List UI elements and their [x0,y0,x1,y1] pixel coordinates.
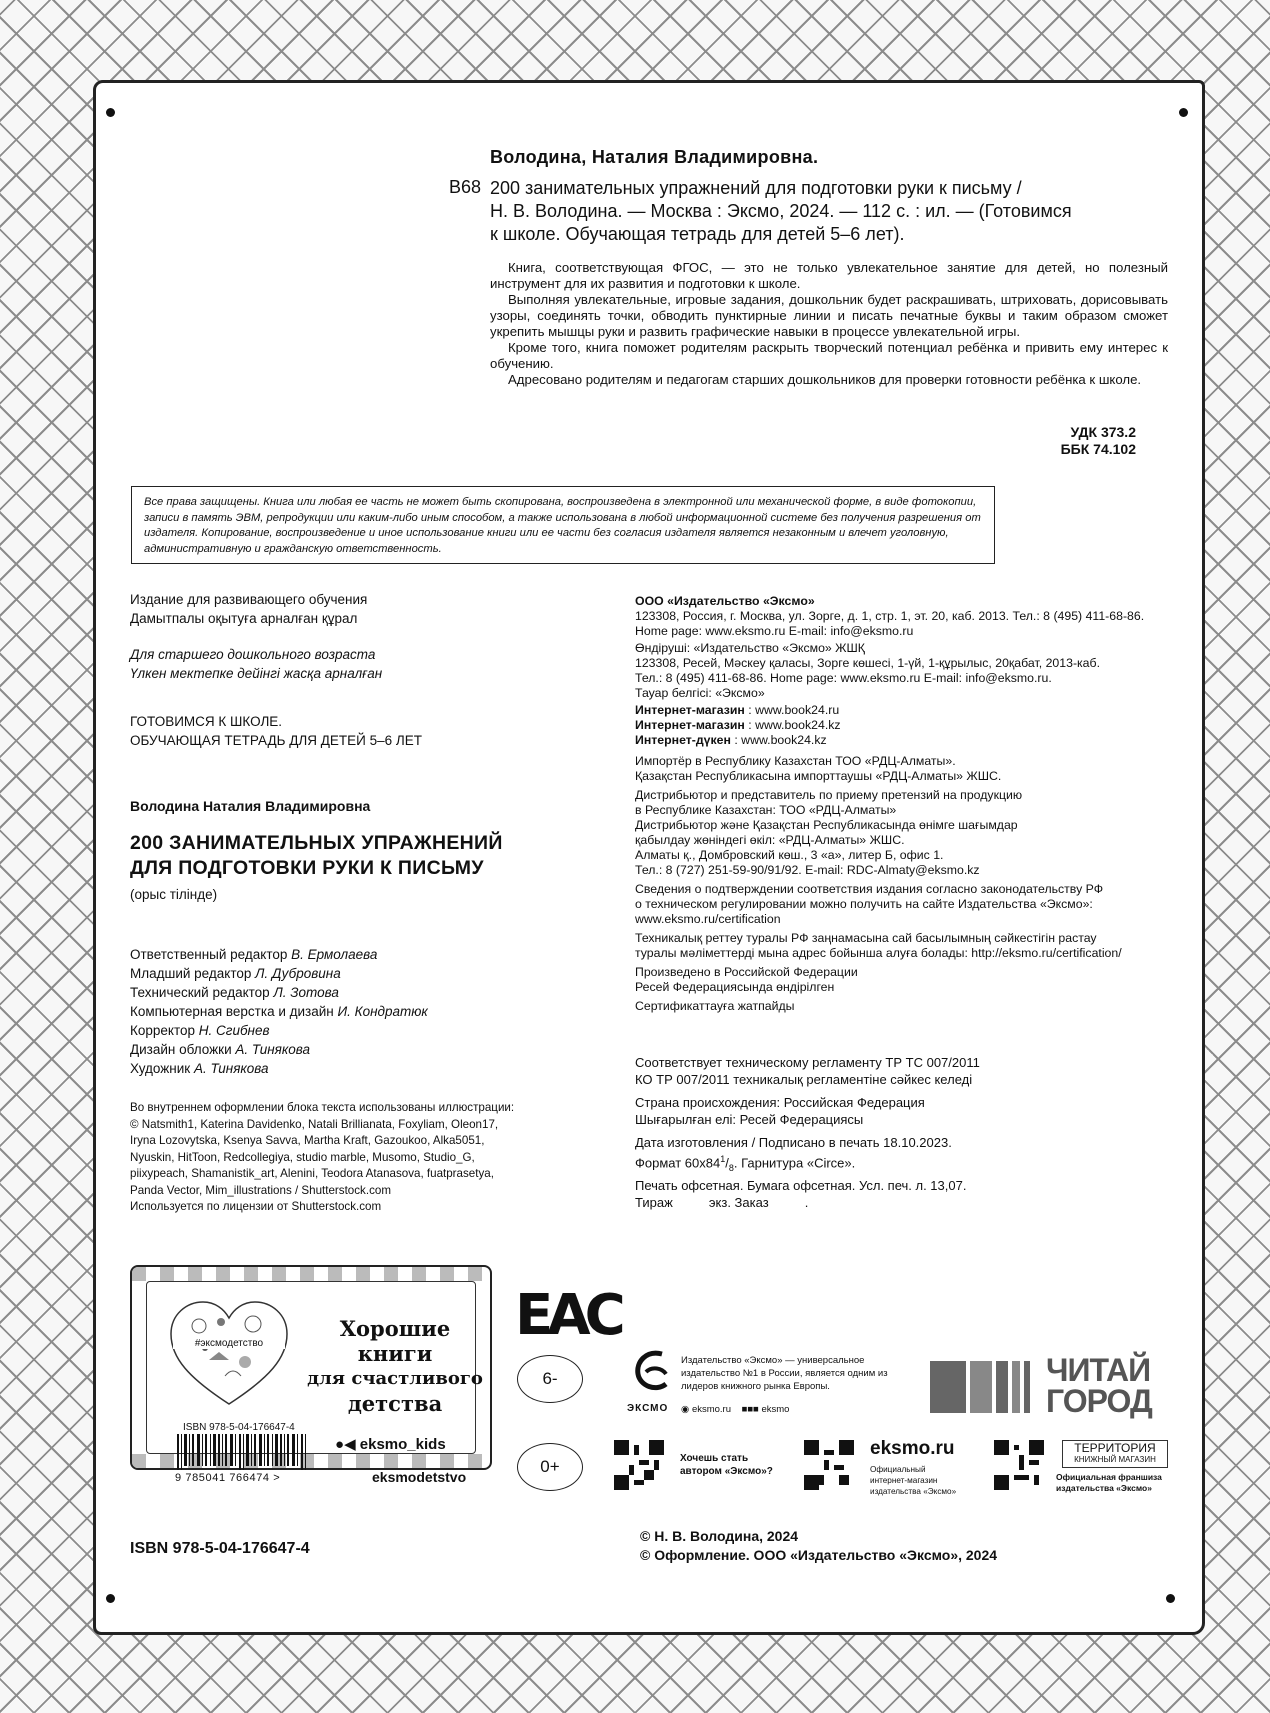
edition-type [130,590,367,628]
stamp-site: eksmodetstvo [372,1469,467,1485]
credit-name: Л. Дубровина [255,966,341,981]
slogan-line: детства [347,1391,443,1416]
book-author: Володина Наталия Владимировна [130,798,371,814]
chitai-line: ГОРОД [1046,1383,1152,1419]
classification-codes [1000,424,1136,458]
credit-row [130,945,428,964]
qr-caption-line: интернет-магазин [870,1476,938,1485]
qr2-caption [870,1464,956,1497]
illustration-credits [130,1100,514,1216]
bib-code: В68 [449,177,482,197]
shop-url: : www.book24.kz [744,718,841,732]
series-line: ГОТОВИМСЯ К ШКОЛЕ. [130,714,283,729]
publisher-line: 123308, Ресей, Мәскеу қаласы, Зорге көшесі, 1-үй, 1-құрылыс, 20қабат, 2013-каб. [635,656,1100,670]
shop-url: : www.book24.kz [730,733,827,747]
ok-icon: ◉ [681,1404,690,1415]
regulation-line: Соответствует техническому регламенту ТР ТС 007/2011 [635,1055,980,1070]
eksmo-logo-icon [632,1348,676,1392]
distributor-line: Дистрибьютор және Қазақстан Республикасында өнімге шағымдар [635,818,1018,832]
publisher-info [635,594,1195,1014]
print-date: Дата изготовления / Подписано в печать 18.10.2023. [635,1135,952,1150]
chitai-gorod-text [1046,1352,1152,1419]
slogan-line: для счастливого [307,1368,483,1389]
produced-line: Ресей Федерациясында өндірілген [635,980,835,994]
illustration-line: Nyuskin, HitToon, Redcollegiya, studio marble, Musomo, Studio_G, [130,1150,475,1164]
territory-logo [1062,1440,1168,1468]
certification-kz-line: Техникалық реттеу туралы РФ заңнамасына сай басылымның сәйкестігін растау [635,931,1097,945]
regulation-block [635,1054,1195,1211]
qr-caption-line: Официальная франшиза [1056,1472,1162,1482]
credit-role: Корректор [130,1023,196,1038]
logo-bar [1012,1361,1020,1413]
distributor-line: Дистрибьютор и представитель по приему претензий на продукцию [635,788,1023,802]
paper-line: Печать офсетная. Бумага офсетная. Усл. печ. л. 13,07. [635,1177,967,1193]
importer-line: Импортёр в Республику Казахстан ТОО «РДЦ-Алматы». [635,754,956,768]
distributor-line: қабылдау жөніндегі өкіл: «РДЦ-Алматы» ЖШС. [635,833,905,847]
series-line: ОБУЧАЮЩАЯ ТЕТРАДЬ ДЛЯ ДЕТЕЙ 5–6 ЛЕТ [130,733,422,748]
shop-row [635,733,1195,748]
social-handle: eksmo_kids [359,1436,446,1453]
pin-dot [1179,108,1188,117]
credit-row [130,1002,428,1021]
credit-row [130,1059,428,1078]
qr1-caption [680,1452,773,1478]
credit-name: В. Ермолаева [291,947,378,962]
illustration-line: Используется по лицензии от Shutterstock.com [130,1200,382,1213]
credit-name: А. Тинякова [193,1061,269,1076]
series [130,712,422,750]
logo-bar [970,1361,992,1413]
copyright [640,1527,997,1565]
telegram-icon: ◀ [344,1436,356,1453]
shop-label: Интернет-дүкен [635,733,731,747]
pin-dot [1166,1594,1175,1603]
eac-mark: ЕАС [515,1283,620,1348]
credit-role: Ответственный редактор [130,947,288,962]
regulation-line: КО ТР 007/2011 техникалық регламентіне сәйкес келеді [635,1072,973,1087]
logo-bar [930,1361,966,1413]
format-num: 1 [720,1154,726,1164]
slogan-line: книги [357,1341,433,1366]
eksmo-label: ЭКСМО [627,1403,669,1414]
age-rating-6: 6- [517,1355,583,1403]
stamp-slogan [305,1316,485,1416]
qr-code-icon[interactable] [614,1440,664,1490]
distributor-line: Алматы қ., Домбровский көш., 3 «а», литер Б, офис 1. [635,848,944,862]
audience-ru: Для старшего дошкольного возраста [130,647,376,662]
publisher-line: Тауар белгісі: «Эксмо» [635,686,765,700]
credit-role: Дизайн обложки [130,1042,232,1057]
credit-role: Технический редактор [130,985,270,1000]
qr-code-icon[interactable] [994,1440,1044,1490]
copyright-line: © Оформление. ООО «Издательство «Эксмо», 2024 [640,1547,998,1563]
qr3-caption [1056,1472,1162,1494]
certification-line: о техническом регулировании можно получить на сайте Издательства «Эксмо»: [635,897,1093,911]
credit-name: А. Тинякова [235,1042,310,1057]
distributor-line: в Республике Казахстан: ТОО «РДЦ-Алматы» [635,803,897,817]
barcode-digits: 9 785041 766474 > [175,1472,281,1484]
slogan-line: Хорошие [339,1316,451,1341]
publisher-line: Өндіруші: «Издательство «Эксмо» ЖШҚ [635,641,865,655]
format-line: Формат $60x84^1/_8$. Гарнитура «Circe». [635,1154,856,1173]
credit-name: И. Кондратюк [337,1004,428,1019]
annotation [490,260,1168,388]
heart-illustration-icon [169,1300,289,1410]
shop-row [635,703,1195,718]
territory-line: ТЕРРИТОРИЯ [1074,1441,1156,1455]
title-line: ДЛЯ ПОДГОТОВКИ РУКИ К ПИСЬМУ [130,857,484,879]
produced-line: Произведено в Российской Федерации [635,965,858,979]
territory-line: КНИЖНЫЙ МАГАЗИН [1074,1455,1156,1464]
certification-line: www.eksmo.ru/certification [635,912,781,926]
annotation-paragraph: Выполняя увлекательные, игровые задания, дошкольник будет раскрашивать, штриховать, дорисовывать узоры, соединять точки, обводить пунктирные линии и писать печатные буквы и таким образом сможет укрепить мышцы руки и развить графические навыки в процессе увлекательной игры. [490,292,1168,339]
illustration-line: piixypeach, Shamanistik_art, Alenini, Teodora Atanasova, fuatprasetya, [130,1167,494,1180]
qr-caption-line: Официальный [870,1465,926,1474]
illustration-line: Panda Vector, Mim_illustrations / Shutterstock.com [130,1183,391,1197]
publisher-line: 123308, Россия, г. Москва, ул. Зорге, д. 1, стр. 1, эт. 20, каб. 2013. Тел.: 8 (495) 411-68-86. [635,609,1145,623]
edition-type-kz: Дамытпалы оқытуға арналған құрал [130,611,358,626]
title-line: 200 ЗАНИМАТЕЛЬНЫХ УПРАЖНЕНИЙ [130,832,503,854]
importer-line: Қазақстан Республикасына импорттаушы «РДЦ-Алматы» ЖШС. [635,769,1002,783]
qr-code-icon[interactable] [804,1440,854,1490]
publisher-line: Home page: www.eksmo.ru E-mail: info@eksmo.ru [635,624,914,638]
isbn-small: ISBN 978-5-04-176647-4 [183,1422,295,1433]
copyright-line: © Н. В. Володина, 2024 [640,1528,799,1544]
not-certified: Сертификаттауға жатпайды [635,999,795,1013]
rights-notice: Все права защищены. Книга или любая ее часть не может быть скопирована, воспроизведена в электронной или механической форме, в виде фотокопии, записи в память ЭВМ, репродукции или каким-либо иным способом, а также использована в любой информационной системе без получения разрешения от издателя. Копирование, воспроизведение и иное использование книги или ее части без согласия издателя является незаконным и влечет уголовную, административную и гражданскую ответственность. [131,486,995,564]
credit-role: Компьютерная верстка и дизайн [130,1004,334,1019]
qr-caption-line: автором «Эксмо»? [680,1466,773,1477]
kids-stamp [130,1265,492,1485]
publisher-blurb: Издательство «Эксмо» — универсальное издательство №1 в России, является одним из лидеров книжного рынка Европы. [681,1355,888,1392]
qr2-title: eksmo.ru [870,1438,955,1459]
credit-row [130,983,428,1002]
bib-line: 200 занимательных упражнений для подготовки руки к письму / [490,178,1022,198]
stamp-social [335,1435,446,1453]
credit-name: Л. Зотова [273,985,339,1000]
publisher-name: ООО «Издательство «Эксмо» [635,594,815,608]
credit-role: Младший редактор [130,966,252,981]
udk-code: УДК 373.2 [1070,424,1136,440]
origin-line: Шығарылған елі: Ресей Федерациясы [635,1112,864,1127]
illustration-line: © Natsmith1, Katerina Davidenko, Natali Brillianata, Foxyliam, Oleon17, [130,1117,499,1131]
social-site: eksmo.ru [691,1404,732,1415]
credit-name: Н. Сгибнев [198,1023,270,1038]
annotation-paragraph: Книга, соответствующая ФГОС, — это не только увлекательное занятие для детей, но полезный инструмент для их развития и подготовки к школе. [490,260,1168,291]
origin-line: Страна происхождения: Российская Федерация [635,1095,925,1110]
bib-line: к школе. Обучающая тетрадь для детей 5–6 лет). [490,224,905,244]
language-note: (орыс тілінде) [130,887,218,902]
circulation-line: Тираж экз. Заказ . [635,1194,809,1210]
logo-bar [996,1361,1008,1413]
qr-caption-line: Хочешь стать [680,1453,749,1464]
shop-label: Интернет-магазин [635,703,745,717]
qr-caption-line: издательства «Эксмо» [870,1487,957,1496]
audience [130,645,382,683]
credit-row [130,1021,428,1040]
chitai-line: ЧИТАЙ [1046,1352,1151,1388]
isbn: ISBN 978-5-04-176647-4 [130,1540,310,1557]
illustration-line: Во внутреннем оформлении блока текста использованы иллюстрации: [130,1101,515,1114]
annotation-paragraph: Адресовано родителям и педагогам старших дошкольников для проверки готовности ребёнка к школе. [508,372,1142,387]
social-icons: ■■■ [741,1404,759,1415]
logo-bar [1024,1361,1030,1413]
credit-row [130,1040,428,1059]
format-prefix: Формат 60x84 [635,1155,721,1171]
pin-dot [106,108,115,117]
credits-list [130,945,428,1078]
shop-row [635,718,1195,733]
heart-tag: #эксмодетство [173,1338,285,1349]
format-suffix: . Гарнитура «Circe». [733,1155,856,1171]
bib-line: Н. В. Володина. — Москва : Эксмо, 2024. — 112 с. : ил. — (Готовимся [490,201,1072,221]
certification-kz-line: туралы мәліметтерді мына адрес бойынша алуға болады: http://eksmo.ru/certification/ [635,946,1122,960]
bib-author: Володина, Наталия Владимировна. [490,147,819,167]
shop-url: : www.book24.ru [744,703,840,717]
credit-role: Художник [130,1061,191,1076]
book-title [130,831,503,881]
social-name: eksmo [761,1404,790,1415]
edition-type-ru: Издание для развивающего обучения [130,592,368,607]
format-den: 8 [728,1162,734,1173]
bib-entry [490,175,1168,246]
publisher-social [681,1404,789,1415]
qr-caption-line: издательства «Эксмо» [1056,1483,1152,1493]
vk-icon: ● [335,1436,345,1453]
age-rating-0: 0+ [517,1443,583,1491]
illustration-line: Iryna Lozovytska, Ksenya Savva, Martha Kraft, Gazoukoo, Alka5051, [130,1134,485,1147]
annotation-paragraph: Кроме того, книга поможет родителям раскрыть творческий потенциал ребёнка и привить ему интерес к обучению. [490,340,1168,371]
barcode-icon [175,1434,310,1470]
certification-line: Сведения о подтверждении соответствия издания согласно законодательству РФ [635,882,1104,896]
distributor-line: Тел.: 8 (727) 251-59-90/91/92. E-mail: RDC-Almaty@eksmo.kz [635,863,980,877]
bbk-code: ББК 74.102 [1060,441,1136,457]
stamp-card [146,1281,483,1485]
stamp-stripe [132,1267,490,1281]
pin-dot [106,1594,115,1603]
shop-label: Интернет-магазин [635,718,745,732]
credit-row [130,964,428,983]
publisher-line: Тел.: 8 (495) 411-68-86. Home page: www.eksmo.ru E-mail: info@eksmo.ru. [635,671,1052,685]
audience-kz: Үлкен мектепке дейінгі жасқа арналған [130,666,383,681]
